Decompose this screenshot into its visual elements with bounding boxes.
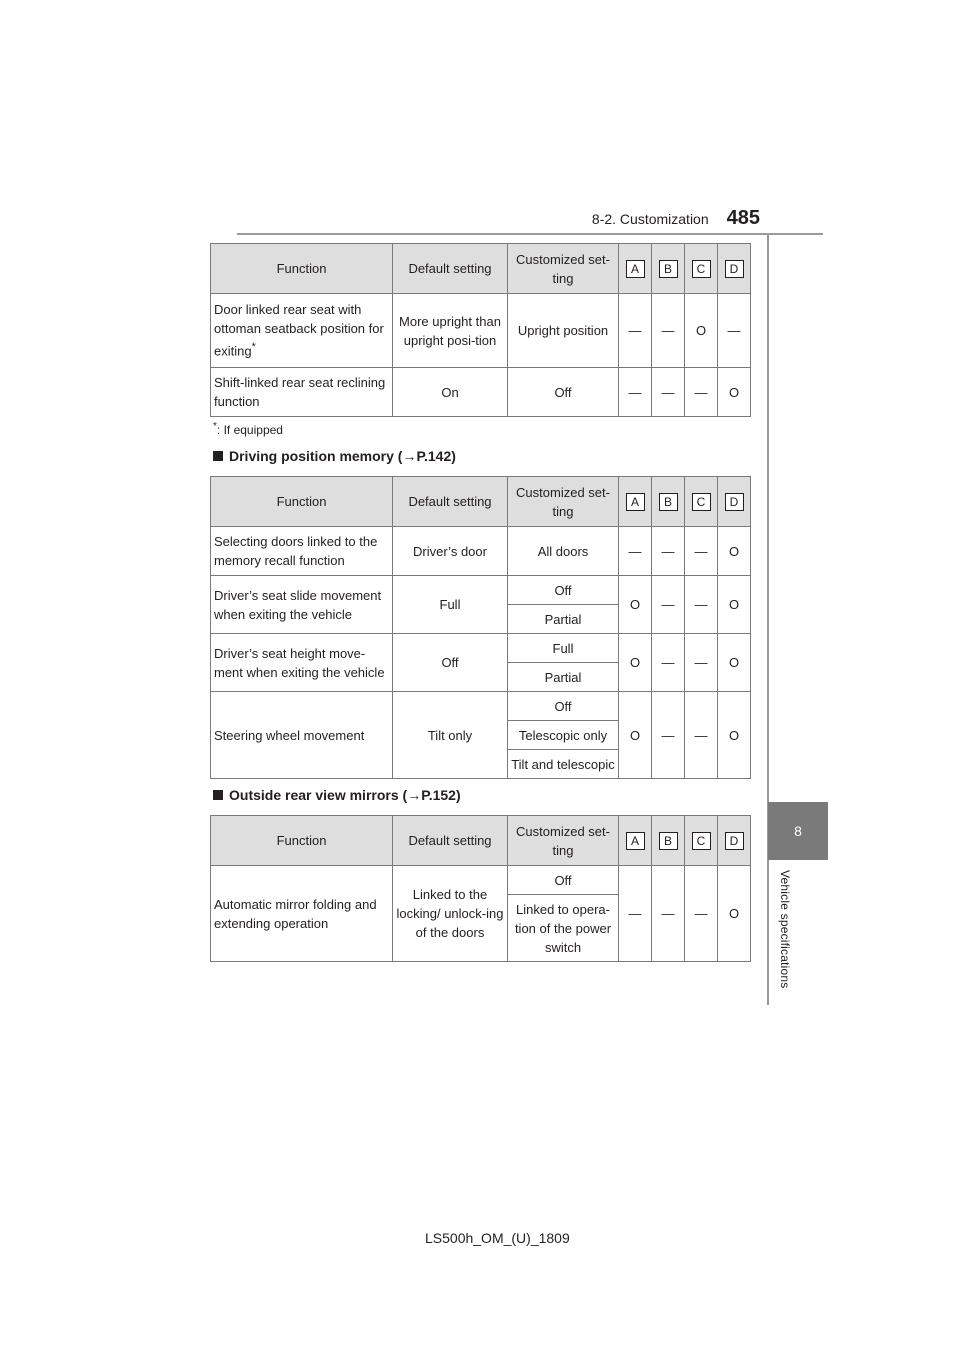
default-cell: Driver’s door [393,527,508,576]
outside-mirrors-table [210,815,751,962]
cell-b: — [652,692,685,779]
customized-cell: Off [508,692,619,721]
customized-cell: Full [508,634,619,663]
header-customized: Customized set- ting [508,477,619,527]
header-b [652,244,685,294]
page-number: 485 [726,207,760,229]
cell-d: O [718,576,751,634]
header-c [685,477,718,527]
header-customized: Customized set- ting [508,244,619,294]
cell-d: O [718,866,751,962]
function-cell: Automatic mirror folding and extending operation [211,866,393,962]
letter-b: B [659,493,678,511]
customized-cell: Off [508,368,619,417]
letter-d: D [725,260,744,278]
header-function: Function [211,816,393,866]
customized-cell: Off [508,866,619,895]
letter-d: D [725,493,744,511]
header-rule [237,233,823,235]
chapter-number: 8 [794,823,802,839]
cell-a: — [619,527,652,576]
customized-cell: Tilt and telescopic [508,750,619,779]
arrow-right-icon: → [407,787,422,803]
footer-doc-id: LS500h_OM_(U)_1809 [425,1230,570,1246]
arrow-right-icon: → [402,448,417,464]
header-c [685,816,718,866]
cell-d: — [718,294,751,368]
cell-c: — [685,576,718,634]
header-default: Default setting [393,816,508,866]
cell-c: — [685,634,718,692]
letter-a: A [626,493,645,511]
header-function: Function [211,477,393,527]
function-cell: Driver’s seat slide movement when exiting the vehicle [211,576,393,634]
footnote: *: If equipped [213,421,283,437]
cell-c: — [685,866,718,962]
cell-c: — [685,692,718,779]
outside-mirrors-heading: Outside rear view mirrors (→P.152) [213,787,461,803]
function-cell: Driver’s seat height move-ment when exiting the vehicle [211,634,393,692]
header-default: Default setting [393,244,508,294]
default-cell: More upright than upright posi-tion [393,294,508,368]
function-cell: Selecting doors linked to the memory recall function [211,527,393,576]
customized-cell: Partial [508,605,619,634]
table-row [211,294,751,368]
table-row [211,576,751,605]
default-cell: On [393,368,508,417]
page-header [470,200,760,230]
cell-b: — [652,368,685,417]
section-title: 8-2. Customization [591,211,709,227]
rear-seat-table [210,243,751,417]
default-cell: Full [393,576,508,634]
customized-cell: Telescopic only [508,721,619,750]
table-row [211,634,751,663]
table-row [211,368,751,417]
header-b [652,816,685,866]
table-row [211,692,751,721]
cell-a: — [619,294,652,368]
header-c [685,244,718,294]
letter-a: A [626,832,645,850]
chapter-tab [768,802,828,860]
cell-a: — [619,368,652,417]
cell-d: O [718,634,751,692]
function-cell: Shift-linked rear seat reclining function [211,368,393,417]
header-a [619,477,652,527]
default-cell: Linked to the locking/ unlock-ing of the doors [393,866,508,962]
header-function: Function [211,244,393,294]
function-cell: Door linked rear seat with ottoman seatback position for exiting* [211,294,393,368]
driving-position-memory-heading: Driving position memory (→P.142) [213,448,456,464]
cell-d: O [718,692,751,779]
header-a [619,816,652,866]
cell-a: O [619,634,652,692]
function-cell: Steering wheel movement [211,692,393,779]
letter-b: B [659,260,678,278]
square-bullet-icon [213,790,223,800]
customized-cell: Linked to opera-tion of the power switch [508,895,619,962]
table-row [211,866,751,895]
cell-b: — [652,866,685,962]
cell-b: — [652,527,685,576]
table-header-row [211,244,751,294]
square-bullet-icon [213,451,223,461]
letter-c: C [692,832,711,850]
customized-cell: Partial [508,663,619,692]
letter-c: C [692,493,711,511]
cell-c: — [685,368,718,417]
table-row [211,527,751,576]
letter-c: C [692,260,711,278]
customized-cell: Off [508,576,619,605]
letter-d: D [725,832,744,850]
cell-a: O [619,576,652,634]
cell-b: — [652,576,685,634]
default-cell: Tilt only [393,692,508,779]
customized-cell: Upright position [508,294,619,368]
cell-d: O [718,368,751,417]
chapter-label: Vehicle specifications [778,870,792,989]
cell-b: — [652,294,685,368]
header-d [718,244,751,294]
header-d [718,816,751,866]
cell-c: — [685,527,718,576]
header-default: Default setting [393,477,508,527]
header-customized: Customized set- ting [508,816,619,866]
cell-a: O [619,692,652,779]
table-header-row [211,816,751,866]
cell-a: — [619,866,652,962]
driving-position-memory-table [210,476,751,779]
customized-cell: All doors [508,527,619,576]
cell-b: — [652,634,685,692]
letter-b: B [659,832,678,850]
letter-a: A [626,260,645,278]
header-a [619,244,652,294]
table-header-row [211,477,751,527]
default-cell: Off [393,634,508,692]
cell-c: O [685,294,718,368]
header-d [718,477,751,527]
header-b [652,477,685,527]
cell-d: O [718,527,751,576]
